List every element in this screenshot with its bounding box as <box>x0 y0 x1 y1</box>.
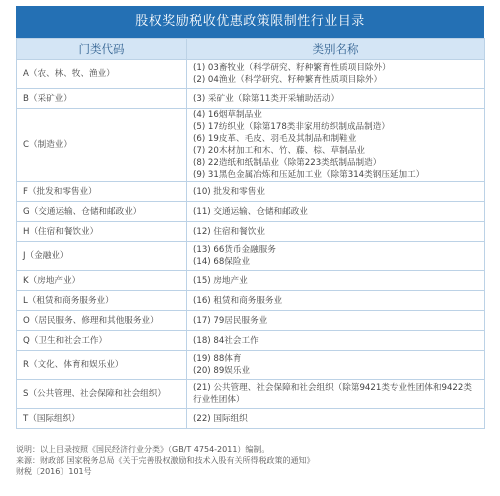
industry-code-cell: S（公共管理、社会保障和社会组织） <box>17 380 187 409</box>
industry-code-cell: T（国际组织） <box>17 409 187 429</box>
category-item: (10) 批发和零售业 <box>193 186 265 197</box>
category-item: (4) 16烟草制品业 <box>193 110 262 120</box>
footnotes <box>16 444 484 477</box>
column-header-category: 类别名称 <box>187 39 485 60</box>
category-item: (22) 国际组织 <box>193 413 248 424</box>
category-item: (14) 68保险业 <box>193 257 251 267</box>
category-item: (20) 89娱乐业 <box>193 366 251 376</box>
category-item: (2) 04渔业（科学研究、籽种繁育性质项目除外） <box>193 75 383 85</box>
column-header-code: 门类代码 <box>17 39 187 60</box>
industry-code-cell: A（农、林、牧、渔业） <box>17 60 187 89</box>
table-row <box>17 311 485 331</box>
category-cell <box>187 242 485 271</box>
category-item: (16) 租赁和商务服务业 <box>193 295 283 306</box>
category-item: (5) 17纺织业（除第178类非家用纺织制成品制造） <box>193 122 390 132</box>
category-item: (7) 20木材加工和木、竹、藤、棕、草制品业 <box>193 146 365 156</box>
category-item: (19) 88体育 <box>193 354 242 364</box>
category-item: (8) 22造纸和纸制品业（除第223类纸制品制造） <box>193 158 382 168</box>
category-item: (15) 房地产业 <box>193 275 248 286</box>
category-item: (9) 31黑色金属冶炼和压延加工业（除第314类钢压延加工） <box>193 170 425 180</box>
note-document-number: 财税〔2016〕101号 <box>16 467 92 476</box>
table-row <box>17 291 485 311</box>
category-item: (11) 交通运输、仓储和邮政业 <box>193 206 308 217</box>
industry-code-cell: O（居民服务、修理和其他服务业） <box>17 311 187 331</box>
industry-code-cell: L（租赁和商务服务业） <box>17 291 187 311</box>
category-item: (12) 住宿和餐饮业 <box>193 226 265 237</box>
category-cell <box>187 60 485 89</box>
table-row <box>17 271 485 291</box>
industry-code-cell: C（制造业） <box>17 109 187 182</box>
category-item: (17) 79居民服务业 <box>193 315 268 326</box>
category-item: (3) 采矿业（除第11类开采辅助活动） <box>193 93 340 104</box>
table-row <box>17 331 485 351</box>
category-item: (18) 84社会工作 <box>193 335 259 346</box>
industry-code-cell: F（批发和零售业） <box>17 182 187 202</box>
industry-code-cell: J（金融业） <box>17 242 187 271</box>
category-item: (1) 03畜牧业（科学研究、籽种繁育性质项目除外） <box>193 63 391 73</box>
note-source: 来源：财政部 国家税务总局《关于完善股权激励和技术入股有关所得税政策的通知》 <box>16 456 315 465</box>
industry-code-cell: K（房地产业） <box>17 271 187 291</box>
industry-code-cell: B（采矿业） <box>17 89 187 109</box>
category-cell <box>187 291 485 311</box>
table-body <box>17 60 485 429</box>
category-cell <box>187 89 485 109</box>
industry-code-cell: G（交通运输、仓储和邮政业） <box>17 202 187 222</box>
category-cell <box>187 222 485 242</box>
table-row <box>17 242 485 271</box>
category-cell <box>187 351 485 380</box>
note-description: 说明：以上目录按照《国民经济行业分类》（GB/T 4754-2011）编制。 <box>16 445 270 454</box>
category-cell <box>187 202 485 222</box>
category-cell <box>187 331 485 351</box>
table-row <box>17 89 485 109</box>
table-row <box>17 409 485 429</box>
category-cell <box>187 380 485 409</box>
table-header-row <box>17 39 485 60</box>
category-cell <box>187 182 485 202</box>
industry-table <box>16 38 485 429</box>
industry-code-cell: R（文化、体育和娱乐业） <box>17 351 187 380</box>
category-cell <box>187 271 485 291</box>
industry-code-cell: Q（卫生和社会工作） <box>17 331 187 351</box>
table-row <box>17 351 485 380</box>
category-item: (13) 66货币金融服务 <box>193 245 276 255</box>
table-row <box>17 202 485 222</box>
table-row <box>17 182 485 202</box>
category-cell <box>187 409 485 429</box>
table-row <box>17 60 485 89</box>
table-row <box>17 109 485 182</box>
table-row <box>17 222 485 242</box>
category-item: (21) 公共管理、社会保障和社会组织（除第9421类专业性团体和9422类行业性团体） <box>193 383 472 405</box>
table-row <box>17 380 485 409</box>
page-title: 股权奖励税收优惠政策限制性行业目录 <box>16 6 484 38</box>
industry-code-cell: H（住宿和餐饮业） <box>17 222 187 242</box>
category-cell <box>187 109 485 182</box>
category-item: (6) 19皮革、毛皮、羽毛及其制品和制鞋业 <box>193 134 357 144</box>
category-cell <box>187 311 485 331</box>
